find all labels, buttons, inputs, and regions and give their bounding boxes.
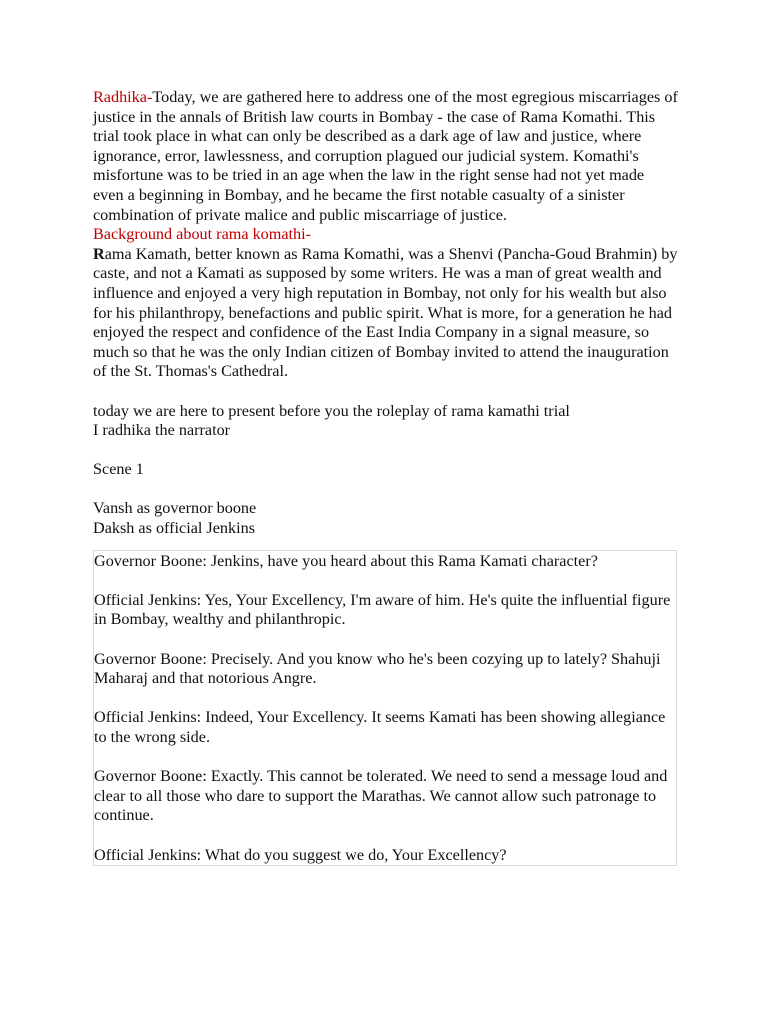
spacer xyxy=(94,571,676,591)
spacer xyxy=(94,630,676,650)
document-page xyxy=(93,88,678,866)
roleplay-line: today we are here to present before you the roleplay of rama kamathi trial xyxy=(93,401,570,420)
spacer xyxy=(93,480,678,500)
spacer xyxy=(94,748,676,768)
background-heading: Background about rama komathi- xyxy=(93,225,312,244)
spacer xyxy=(93,382,678,402)
intro-text: Today, we are gathered here to address one of the most egregious miscarriages of justice in the annals of British law courts in Bombay - the case of Rama Komathi. This trial took place in what can only be described as a dark age of law and justice, where ignorance, error, lawlessness, and corruption plagued our judicial system. Komathi's misfortune was to be tried in an age when the law in the right sense had not yet made even a beginning in Bombay, and he became the first notable casualty of a sinister combination of private malice and public miscarriage of justice. xyxy=(93,88,678,224)
cast-line: Vansh as governor boone xyxy=(93,499,257,518)
dialogue-line: Governor Boone: Precisely. And you know who he's been cozying up to lately? Shahuji Maharaj and that notorious Angre. xyxy=(94,649,661,688)
background-paragraph xyxy=(93,245,678,382)
background-text: ama Kamath, better known as Rama Komathi, was a Shenvi (Pancha-Goud Brahmin) by caste, and not a Kamati as supposed by some writers. He was a man of great wealth and influence and enjoyed a very high reputation in Bombay, not only for his wealth but also for his philanthropy, benefactions and public spirit. What is more, for a generation he had enjoyed the respect and confidence of the East India Company in a signal measure, so much so that he was the only Indian citizen of Bombay invited to attend the inauguration of the St. Thomas's Cathedral. xyxy=(93,244,678,381)
cast-line: Daksh as official Jenkins xyxy=(93,519,255,538)
dialogue-line: Official Jenkins: What do you suggest we do, Your Excellency? xyxy=(94,845,507,864)
intro-paragraph xyxy=(93,88,678,225)
spacer xyxy=(94,689,676,709)
drop-initial: R xyxy=(93,244,105,263)
spacer xyxy=(94,826,676,846)
scene-heading: Scene 1 xyxy=(93,460,144,479)
dialogue-line: Official Jenkins: Indeed, Your Excellency. It seems Kamati has been showing allegiance to the wrong side. xyxy=(94,708,666,746)
speaker-label: Radhika- xyxy=(93,88,153,106)
dialogue-box xyxy=(93,550,677,867)
narrator-line: I radhika the narrator xyxy=(93,421,231,440)
spacer xyxy=(93,441,678,461)
dialogue-line: Governor Boone: Exactly. This cannot be tolerated. We need to send a message loud and clear to all those who dare to support the Marathas. We cannot allow such patronage to continue. xyxy=(94,767,668,825)
dialogue-line: Official Jenkins: Yes, Your Excellency, I'm aware of him. He's quite the influential figure in Bombay, wealthy and philanthropic. xyxy=(94,590,671,629)
dialogue-line: Governor Boone: Jenkins, have you heard about this Rama Kamati character? xyxy=(94,551,598,570)
